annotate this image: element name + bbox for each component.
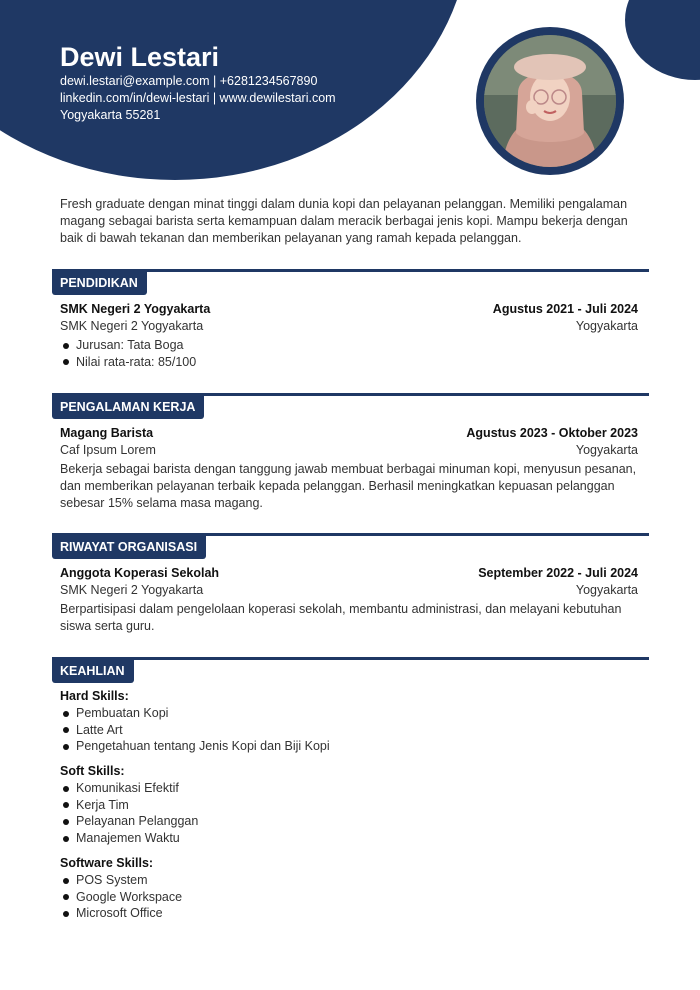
organization-name: SMK Negeri 2 Yogyakarta	[60, 583, 204, 597]
contact-address: Yogyakarta 55281	[60, 108, 161, 122]
education-sub-row	[60, 319, 638, 333]
organization-location: Yogyakarta	[575, 583, 638, 597]
education-location: Yogyakarta	[575, 319, 638, 333]
list-item: Manajemen Waktu	[60, 830, 198, 847]
section-heading-experience: PENGALAMAN KERJA	[52, 395, 204, 419]
experience-location: Yogyakarta	[575, 443, 638, 457]
section-heading-education: PENDIDIKAN	[52, 271, 147, 295]
education-header-row	[60, 302, 638, 316]
contact-email-phone: dewi.lestari@example.com | +6281234567890	[60, 74, 318, 88]
list-item: Komunikasi Efektif	[60, 780, 198, 797]
experience-company: Caf Ipsum Lorem	[60, 443, 156, 457]
candidate-name: Dewi Lestari	[60, 42, 220, 72]
list-item: Pelayanan Pelanggan	[60, 813, 198, 830]
list-item: Nilai rata-rata: 85/100	[60, 354, 196, 371]
experience-description: Bekerja sebagai barista dengan tanggung jawab membuat berbagai minuman kopi, menyusun pesanan, dan memberikan pelayanan terbaik kepada pelanggan. Berhasil meningkatkan kepuasan pelanggan sebesar 15% selama masa magang.	[60, 462, 637, 510]
header-background-shape	[0, 0, 470, 180]
organization-period: September 2022 - Juli 2024	[478, 566, 638, 580]
list-item: Pembuatan Kopi	[60, 705, 330, 722]
list-item: Microsoft Office	[60, 905, 182, 922]
organization-role: Anggota Koperasi Sekolah	[60, 566, 220, 580]
education-period: Agustus 2021 - Juli 2024	[492, 302, 638, 316]
organization-description: Berpartisipasi dalam pengelolaan koperasi sekolah, membantu administrasi, dan melayani kebutuhan siswa serta guru.	[60, 602, 622, 633]
software-skills-list	[60, 872, 182, 922]
profile-photo	[484, 35, 616, 167]
soft-skills-list	[60, 780, 198, 847]
education-subtitle: SMK Negeri 2 Yogyakarta	[60, 319, 204, 333]
list-item: Kerja Tim	[60, 797, 198, 814]
corner-decoration-shape	[625, 0, 700, 80]
list-item: Latte Art	[60, 722, 330, 739]
hard-skills-label: Hard Skills:	[60, 689, 129, 703]
experience-header-row	[60, 426, 638, 440]
hard-skills-list	[60, 705, 330, 755]
experience-sub-row	[60, 443, 638, 457]
education-school: SMK Negeri 2 Yogyakarta	[60, 302, 211, 316]
list-item: Google Workspace	[60, 889, 182, 906]
experience-role: Magang Barista	[60, 426, 154, 440]
experience-period: Agustus 2023 - Oktober 2023	[466, 426, 638, 440]
list-item: Pengetahuan tentang Jenis Kopi dan Biji Kopi	[60, 738, 330, 755]
organization-sub-row	[60, 583, 638, 597]
section-heading-organization: RIWAYAT ORGANISASI	[52, 535, 206, 559]
list-item: Jurusan: Tata Boga	[60, 337, 196, 354]
education-details	[60, 337, 196, 370]
soft-skills-label: Soft Skills:	[60, 764, 125, 778]
professional-summary: Fresh graduate dengan minat tinggi dalam dunia kopi dan pelayanan pelanggan. Memiliki pengalaman magang sebagai barista serta kemampuan dalam meracik berbagai jenis kopi. Mampu bekerja dengan baik di bawah tekanan dan memberikan pelayanan yang ramah kepada pelanggan.	[60, 197, 628, 245]
software-skills-label: Software Skills:	[60, 856, 154, 870]
section-heading-skills: KEAHLIAN	[52, 659, 134, 683]
organization-header-row	[60, 566, 638, 580]
list-item: POS System	[60, 872, 182, 889]
contact-links: linkedin.com/in/dewi-lestari | www.dewilestari.com	[60, 91, 336, 105]
section-divider	[52, 657, 649, 660]
